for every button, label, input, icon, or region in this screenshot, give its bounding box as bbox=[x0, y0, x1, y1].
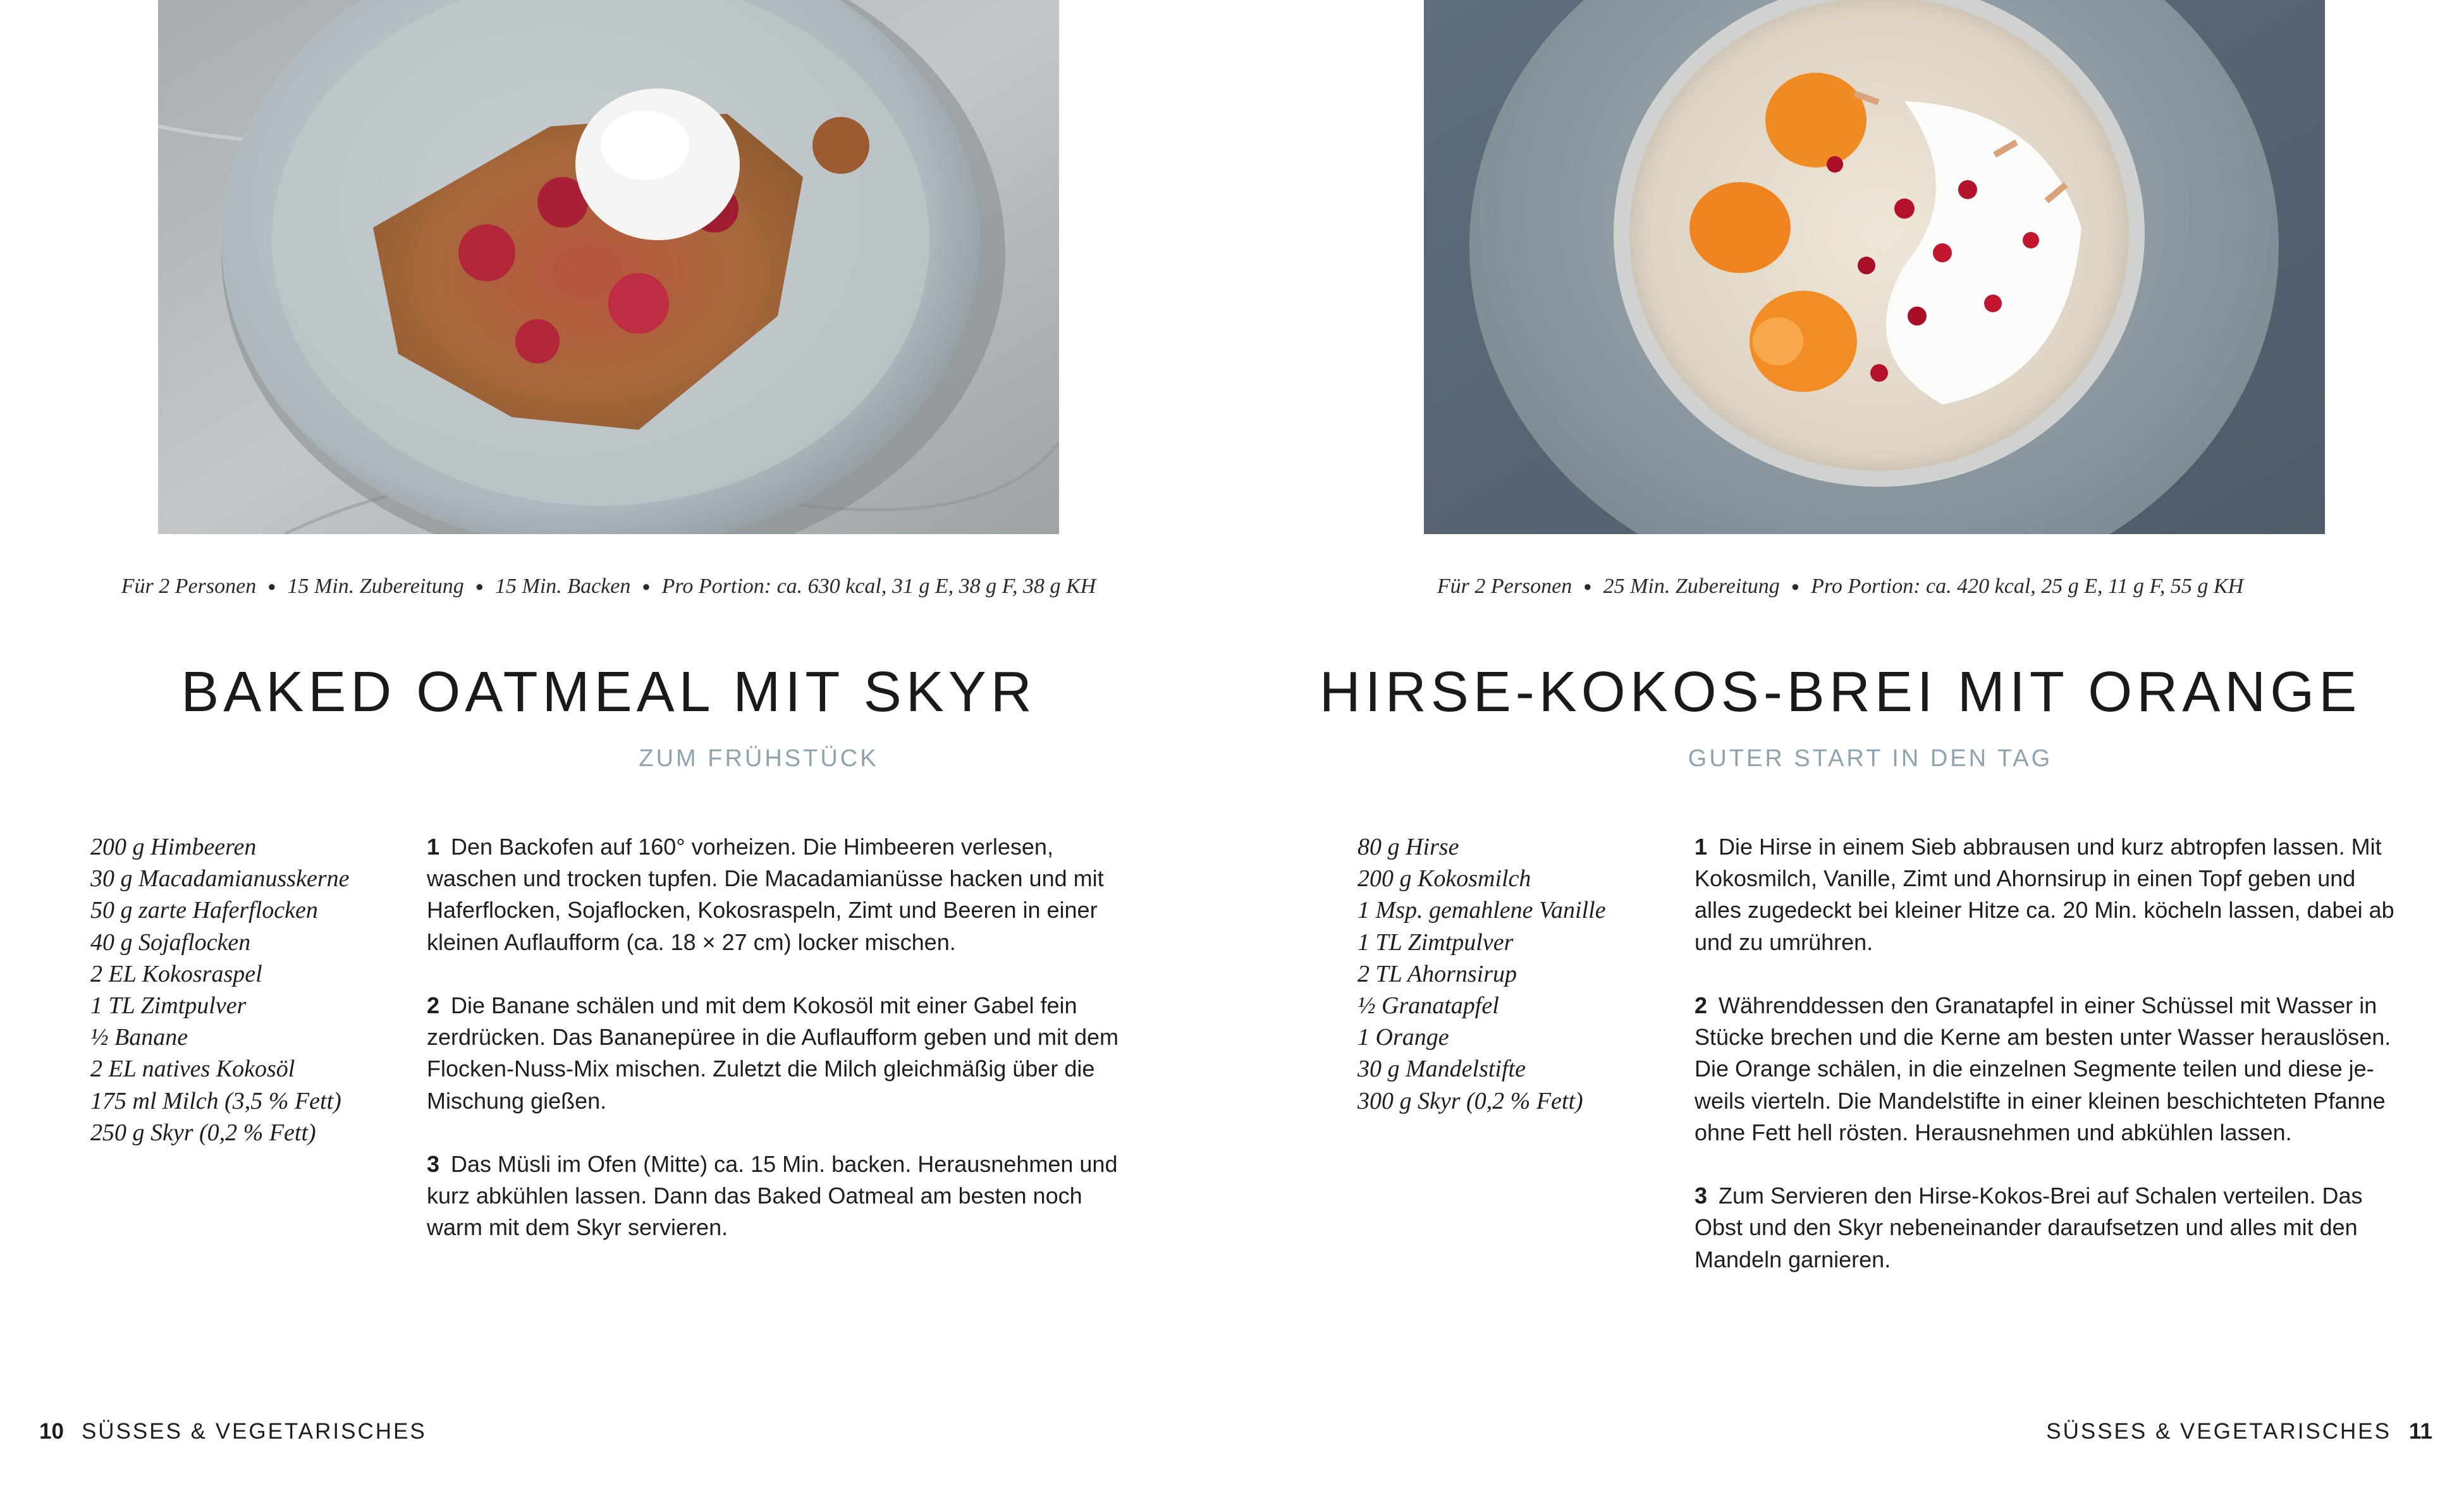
instruction-steps-left bbox=[427, 831, 1135, 1276]
instruction-step bbox=[1695, 831, 2403, 958]
step-number: 1 bbox=[1695, 834, 1708, 860]
ingredient-item: 1 Orange bbox=[1358, 1024, 1449, 1051]
ingredient-item: 80 g Hirse bbox=[1358, 834, 1459, 860]
page-number: 10 bbox=[39, 1419, 64, 1444]
recipe-meta-left bbox=[0, 568, 1217, 606]
instruction-step bbox=[1695, 1180, 2403, 1276]
bake-time: 15 Min. Backen bbox=[495, 575, 631, 598]
instruction-step bbox=[1695, 990, 2403, 1149]
ingredient-item: 40 g Sojaflocken bbox=[90, 929, 251, 956]
step-text: Die Banane schälen und mit dem Kokosöl mit einer Gabel fein zerdrücken. Das Bananepüree in die Auflaufform geben und mit dem Flocken-Nuss-Mix mischen. Zuletzt die Milch gleichmäßig über die Mischung gießen. bbox=[427, 992, 1119, 1114]
ingredient-item: 1 Msp. gemahlene Vanille bbox=[1358, 897, 1606, 924]
nutrition-info: Pro Portion: ca. 630 kcal, 31 g E, 38 g F, 38 g KH bbox=[661, 575, 1096, 598]
ingredient-item: 1 TL Zimtpulver bbox=[1358, 929, 1514, 956]
hirse-kokos-brei-photo bbox=[1424, 0, 2325, 534]
step-number: 2 bbox=[427, 992, 440, 1018]
instruction-step bbox=[427, 990, 1135, 1117]
prep-time: 25 Min. Zubereitung bbox=[1603, 575, 1780, 598]
recipe-meta-right bbox=[1232, 568, 2449, 606]
bullet-dot-icon: ● bbox=[475, 578, 484, 594]
ingredient-item: 300 g Skyr (0,2 % Fett) bbox=[1358, 1087, 1583, 1114]
section-name: SÜSSES & VEGETARISCHES bbox=[2046, 1419, 2391, 1444]
step-text: Zum Servieren den Hirse-Kokos-Brei auf Schalen verteilen. Das Obst und den Skyr nebeneinander daraufsetzen und alles mit den Mandeln garnieren. bbox=[1695, 1183, 2363, 1272]
ingredient-item: 2 EL natives Kokosöl bbox=[90, 1056, 295, 1083]
ingredient-item: 250 g Skyr (0,2 % Fett) bbox=[90, 1119, 316, 1146]
servings: Für 2 Personen bbox=[121, 575, 257, 598]
bullet-dot-icon: ● bbox=[1791, 578, 1800, 594]
nutrition-info: Pro Portion: ca. 420 kcal, 25 g E, 11 g F, 55 g KH bbox=[1811, 575, 2244, 598]
recipe-title-right: HIRSE-KOKOS-BREI MIT ORANGE bbox=[1319, 661, 2362, 724]
ingredient-item: 30 g Macadamianusskerne bbox=[90, 865, 350, 893]
ingredient-item: ½ Granatapfel bbox=[1358, 992, 1499, 1020]
recipe-title-left: BAKED OATMEAL MIT SKYR bbox=[181, 661, 1036, 724]
page-footer-right bbox=[2046, 1416, 2432, 1447]
ingredient-item: 50 g zarte Haferflocken bbox=[90, 897, 318, 924]
step-text: Den Backofen auf 160° vorheizen. Die Himbeeren verlesen, waschen und trocken tupfen. Die Macadamianüsse hacken und mit Haferflocken, Sojaflocken, Kokosraspeln, Zimt und Beeren in einer kleinen Auflaufform (ca. 18 × 27 cm) locker mischen. bbox=[427, 834, 1104, 955]
ingredient-item: 1 TL Zimtpulver bbox=[90, 992, 247, 1020]
bullet-dot-icon: ● bbox=[642, 578, 651, 594]
step-text: Die Hirse in einem Sieb abbrausen und kurz abtropfen lassen. Mit Kokosmilch, Vanille, Zimt und Ahornsirup in einen Topf geben und alles zugedeckt bei kleiner Hitze ca. 20 Min. köcheln lassen, dabei ab und zu umrühren. bbox=[1695, 834, 2394, 955]
ingredient-item: 200 g Kokosmilch bbox=[1358, 865, 1531, 893]
step-text: Das Müsli im Ofen (Mitte) ca. 15 Min. backen. Herausnehmen und kurz abkühlen lassen. Dann das Baked Oatmeal am besten noch warm mit dem Skyr servieren. bbox=[427, 1151, 1118, 1241]
ingredient-item: 200 g Himbeeren bbox=[90, 834, 257, 860]
bullet-dot-icon: ● bbox=[1583, 578, 1592, 594]
ingredient-list-right bbox=[1358, 831, 1686, 1117]
step-number: 3 bbox=[1695, 1183, 1708, 1209]
instruction-step bbox=[427, 831, 1135, 958]
recipe-subtitle-left: ZUM FRÜHSTÜCK bbox=[639, 745, 879, 772]
recipe-subtitle-right: GUTER START IN DEN TAG bbox=[1688, 745, 2053, 772]
ingredient-list-left bbox=[90, 831, 419, 1149]
ingredient-item: 175 ml Milch (3,5 % Fett) bbox=[90, 1087, 341, 1114]
step-number: 3 bbox=[427, 1151, 440, 1177]
bullet-dot-icon: ● bbox=[267, 578, 276, 594]
page-footer-left bbox=[39, 1416, 427, 1447]
baked-oatmeal-photo bbox=[158, 0, 1059, 534]
step-number: 1 bbox=[427, 834, 440, 860]
section-name: SÜSSES & VEGETARISCHES bbox=[81, 1419, 427, 1444]
ingredient-item: 30 g Mandelstifte bbox=[1358, 1056, 1526, 1083]
instruction-step bbox=[427, 1149, 1135, 1244]
ingredient-item: ½ Banane bbox=[90, 1024, 188, 1051]
step-text: Währenddessen den Granatapfel in einer Schüssel mit Wasser in Stücke brechen und die Kerne am besten unter Wasser herauslösen. Die Orange schälen, in die einzelnen Segmente teilen und diese je-weils vierteln. Die Mandelstifte in einer kleinen beschichteten Pfanne ohne Fett hell rösten. Herausnehmen und abkühlen lassen. bbox=[1695, 992, 2391, 1145]
ingredient-item: 2 TL Ahornsirup bbox=[1358, 960, 1517, 987]
instruction-steps-right bbox=[1695, 831, 2403, 1307]
page-number: 11 bbox=[2409, 1419, 2432, 1444]
step-number: 2 bbox=[1695, 992, 1708, 1018]
ingredient-item: 2 EL Kokosraspel bbox=[90, 960, 262, 987]
servings: Für 2 Personen bbox=[1437, 575, 1572, 598]
prep-time: 15 Min. Zubereitung bbox=[287, 575, 464, 598]
